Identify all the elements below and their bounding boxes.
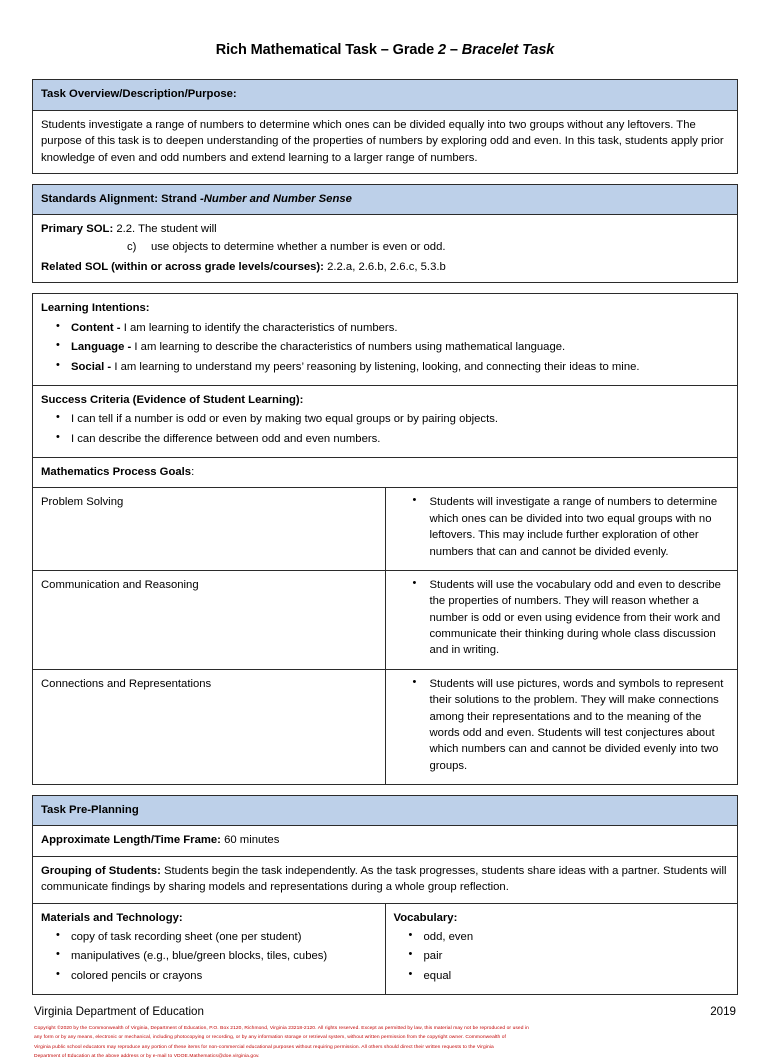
list-item: • Students will use the vocabulary odd and even to describe the properties of numbers. They will reason whether a number is odd or even using evidence from their work and communicate their thinking during whole class discussion and in writing. bbox=[430, 577, 730, 659]
process-goal-list bbox=[394, 676, 730, 774]
standards-banner-row bbox=[33, 184, 738, 214]
list-item: • Students will use pictures, words and symbols to represent their solutions to the problem. They will make connections among their representations and to the meaning of the words odd and even. Students will test conjectures about which numbers can and cannot be divided evenly into two groups. bbox=[430, 676, 730, 774]
process-goals-heading-cell bbox=[33, 458, 738, 488]
grouping-label: Grouping of Students: bbox=[41, 864, 161, 877]
learning-and-goals-section bbox=[32, 293, 738, 785]
learning-intention-text: I am learning to describe the characteristics of numbers using mathematical language. bbox=[131, 341, 566, 354]
materials-cell bbox=[33, 903, 386, 995]
process-goal-list bbox=[394, 494, 730, 560]
learning-intention-text: I am learning to identify the characteristics of numbers. bbox=[120, 321, 398, 334]
list-item: • odd, even bbox=[424, 929, 730, 945]
copyright-line: Department of Education at the above address or by e-mail to VDOE.Mathematics@doe.virginia.gov. bbox=[34, 1054, 260, 1060]
approximate-length-row bbox=[33, 826, 738, 856]
primary-sol-value: 2.2. The student will bbox=[116, 223, 217, 236]
copyright-line: Copyright ©2020 by the Commonwealth of Virginia, Department of Education, P.O. Box 2120, Richmond, Virginia 23218-2120. All rights reserved. Except as permitted by law, this material may not be reproduced or used in bbox=[34, 1026, 529, 1032]
process-goal-label: Problem Solving bbox=[33, 488, 386, 571]
primary-sol-subitem-marker: c) bbox=[127, 240, 137, 253]
list-item bbox=[71, 320, 729, 336]
primary-sol-label: Primary SOL: bbox=[41, 223, 114, 236]
related-sol-label: Related SOL (within or across grade levels/courses): bbox=[41, 261, 324, 274]
materials-heading: Materials and Technology: bbox=[41, 911, 183, 924]
table-row bbox=[33, 570, 738, 669]
related-sol-value: 2.2.a, 2.6.b, 2.6.c, 5.3.b bbox=[327, 261, 446, 274]
page-title-plain-2: – bbox=[445, 42, 462, 58]
list-item: • equal bbox=[424, 968, 730, 984]
task-pre-planning-section bbox=[32, 795, 738, 995]
page-title-plain-1: Rich Mathematical Task – Grade bbox=[215, 42, 438, 58]
success-criteria-row bbox=[33, 385, 738, 457]
learning-intention-label: Social - bbox=[71, 360, 112, 373]
page-title bbox=[32, 42, 738, 59]
copyright-line: Virginia public school educators may reproduce any portion of these items for non-commercial educational purposes without requiring permission. All others should direct their written requests to the Virginia bbox=[34, 1044, 494, 1050]
standards-alignment-section bbox=[32, 184, 738, 284]
grouping-row bbox=[33, 856, 738, 903]
footer-organization: Virginia Department of Education bbox=[34, 1005, 204, 1019]
success-criteria-list bbox=[41, 411, 729, 447]
list-item bbox=[71, 339, 729, 355]
approximate-length-cell bbox=[33, 826, 738, 856]
list-item: • Students will investigate a range of numbers to determine which ones can be divided into two equal groups with no leftovers. This may include further exploration of other numbers that can and cannot be divided evenly. bbox=[430, 494, 730, 560]
materials-vocabulary-row bbox=[33, 903, 738, 995]
process-goal-body bbox=[385, 669, 738, 784]
list-item: • I can tell if a number is odd or even by making two equal groups or by pairing objects. bbox=[71, 411, 729, 427]
grouping-cell bbox=[33, 856, 738, 903]
grouping-value: Students begin the task independently. As the task progresses, students share ideas with a partner. Students will communicate findings by sharing models and representations during a whole group reflection. bbox=[41, 864, 727, 894]
process-goals-heading-colon: : bbox=[191, 466, 195, 479]
list-item: • colored pencils or crayons bbox=[71, 968, 377, 984]
list-item: • copy of task recording sheet (one per student) bbox=[71, 929, 377, 945]
vocabulary-heading: Vocabulary: bbox=[393, 911, 458, 924]
standards-banner bbox=[33, 184, 738, 214]
task-overview-body-row bbox=[33, 110, 738, 173]
page-title-grade: 2 bbox=[438, 42, 446, 58]
list-item: • pair bbox=[424, 948, 730, 964]
process-goal-label: Communication and Reasoning bbox=[33, 570, 386, 669]
vocabulary-list bbox=[394, 929, 730, 984]
task-overview-body: Students investigate a range of numbers to determine which ones can be divided equally into two groups without any leftovers. The purpose of this task is to deepen understanding of the properties of numbers by exploring odd and even. In this task, students apply prior knowledge of even and odd numbers and extend learning to a larger range of numbers. bbox=[33, 110, 738, 173]
process-goal-body bbox=[385, 570, 738, 669]
learning-intention-label: Content - bbox=[71, 321, 121, 334]
process-goals-heading-row bbox=[33, 458, 738, 488]
learning-intentions-row bbox=[33, 294, 738, 386]
task-overview-section bbox=[32, 79, 738, 174]
learning-intentions-cell bbox=[33, 294, 738, 386]
standards-banner-strand: -Number and Number Sense bbox=[200, 192, 352, 205]
process-goals-heading: Mathematics Process Goals bbox=[41, 466, 192, 479]
table-row bbox=[33, 669, 738, 784]
success-criteria-cell bbox=[33, 385, 738, 457]
approximate-length-value: 60 minutes bbox=[220, 834, 280, 847]
success-criteria-heading: Success Criteria (Evidence of Student Learning): bbox=[41, 393, 304, 406]
learning-intentions-heading: Learning Intentions: bbox=[41, 302, 150, 315]
standards-body-row bbox=[33, 215, 738, 283]
learning-intentions-list bbox=[41, 320, 729, 375]
pre-planning-banner-row bbox=[33, 796, 738, 826]
learning-intention-text: I am learning to understand my peers’ reasoning by listening, looking, and connecting their ideas to mine. bbox=[111, 360, 640, 373]
materials-list bbox=[41, 929, 377, 984]
process-goal-label: Connections and Representations bbox=[33, 669, 386, 784]
standards-banner-plain: Standards Alignment: Strand bbox=[41, 192, 201, 205]
pre-planning-banner: Task Pre-Planning bbox=[33, 796, 738, 826]
list-item: • manipulatives (e.g., blue/green blocks, tiles, cubes) bbox=[71, 948, 377, 964]
task-overview-banner-row bbox=[33, 80, 738, 110]
vocabulary-cell bbox=[385, 903, 738, 995]
primary-sol-subitem-text: use objects to determine whether a number is even or odd. bbox=[151, 240, 446, 253]
approximate-length-label: Approximate Length/Time Frame: bbox=[41, 834, 221, 847]
list-item bbox=[71, 359, 729, 375]
copyright-notice bbox=[32, 1024, 738, 1062]
related-sol-line bbox=[41, 259, 729, 275]
table-row bbox=[33, 488, 738, 571]
footer-year: 2019 bbox=[710, 1005, 736, 1019]
task-overview-banner: Task Overview/Description/Purpose: bbox=[33, 80, 738, 110]
process-goal-list bbox=[394, 577, 730, 659]
primary-sol-subitem bbox=[41, 239, 729, 255]
primary-sol-line bbox=[41, 221, 729, 237]
learning-intention-label: Language - bbox=[71, 341, 132, 354]
list-item: • I can describe the difference between odd and even numbers. bbox=[71, 431, 729, 447]
standards-body bbox=[33, 215, 738, 283]
process-goal-body bbox=[385, 488, 738, 571]
copyright-line: any form or by any means, electronic or mechanical, including photocopying or recording, or by any information storage or retrieval system, without written permission from the copyright owner. Commonwealth of bbox=[34, 1035, 506, 1041]
page-footer bbox=[32, 1005, 738, 1018]
page-title-task-name: Bracelet Task bbox=[461, 42, 555, 58]
